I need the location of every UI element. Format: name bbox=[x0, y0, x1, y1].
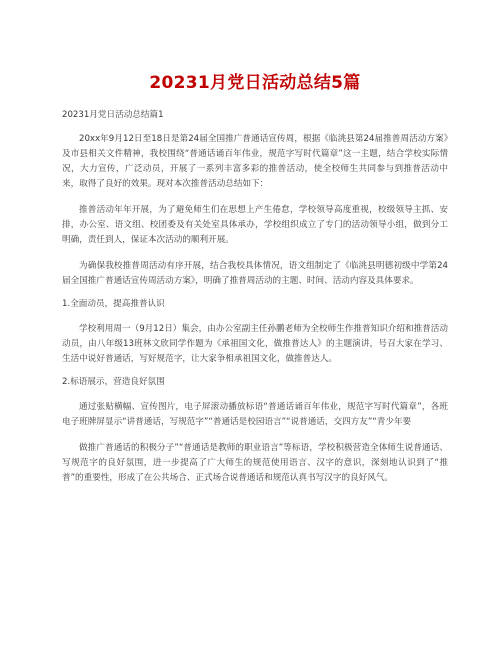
paragraph-plan: 为确保我校推普周活动有序开展，结合我校具体情况，语文组制定了《临洮县明德初级中学第24届全国推广普通话宣传周活动方案》，明确了推普周活动的主题、时间、活动内容及具体要求。 bbox=[62, 261, 448, 286]
section-heading-slogans: 2.标语展示，营造良好氛围 bbox=[62, 377, 165, 387]
paragraph-mobilize: 学校利用周一（9月12日）集会，由办公室副主任孙鹏老师为全校师生作推普知识介绍和推普活动动员，由八年级13班林文欣同学作题为《承祖国文化，做推普达人》的主题演讲，号召大家在学习、生活中说好普通话，写好规范字，让大家争相承祖国文化，做推普达人。 bbox=[62, 324, 448, 364]
section-heading-mobilize: 1.全面动员，提高推普认识 bbox=[62, 299, 165, 309]
paragraph-leadership: 推普活动年年开展，为了避免师生们在思想上产生倦怠，学校领导高度重视，校级领导主抓、安排，办公室、语文组、校团委及有关处室具体承办，学校组织成立了专门的活动领导小组，做到分工明确，责任到人，保证本次活动的顺利开展。 bbox=[62, 205, 448, 245]
paragraph-atmosphere: 做推广普通话的积极分子”“普通话是教师的职业语言”等标语，学校积极营造全体师生说普通话、写规范字的良好氛围，进一步提高了广大师生的规范使用语言、汉字的意识，深刻地认识到了“推普”的重要性，形成了在公共场合、正式场合说普通话和规范认真书写汉字的良好风气。 bbox=[62, 443, 448, 483]
document-subtitle: 20231月党日活动总结篇1 bbox=[62, 110, 164, 120]
paragraph-slogans: 通过张贴横幅、宣传图片，电子屏滚动播放标语“普通话诵百年伟业，规范字写时代篇章”，各班电子班牌屏显示“讲普通话，写规范字”“普通话是校园语言”“说普通话，交四方友”“青少年要 bbox=[62, 402, 448, 427]
document-title: 20231月党日活动总结5篇 bbox=[149, 73, 361, 93]
paragraph-intro: 20xx年9月12日至18日是第24届全国推广普通话宣传周，根据《临洮县第24届推普周活动方案》及市县相关文件精神，我校围绕“普通话诵百年伟业，规范字写时代篇章”这一主题，结合学校实际情况，大力宣传，广泛动员，开展了一系列丰富多彩的推普活动，使全校师生共同参与到推普活动中来，取得了良好的效果。现对本次推普活动总结如下： bbox=[62, 134, 448, 189]
